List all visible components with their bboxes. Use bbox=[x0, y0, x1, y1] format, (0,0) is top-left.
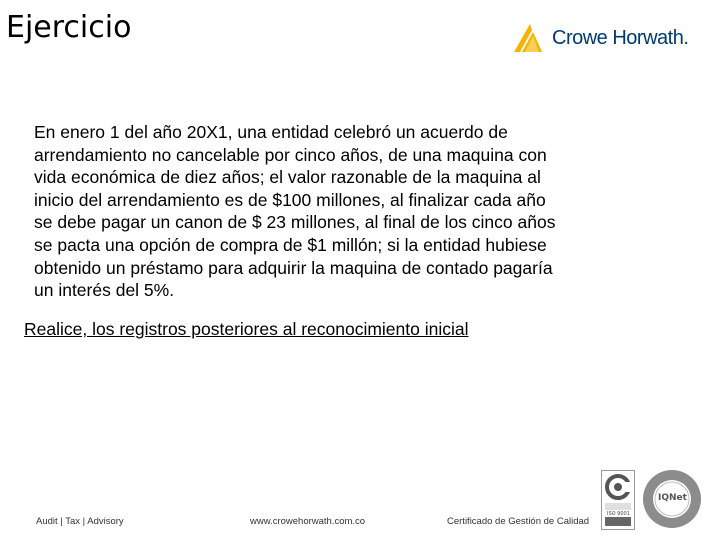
iso-certification-badge bbox=[601, 470, 635, 530]
crowe-horwath-logo bbox=[512, 22, 712, 58]
body-line: un interés del 5%. bbox=[34, 280, 175, 301]
body-line: inicio del arrendamiento es de $100 millones, al finalizar cada año bbox=[34, 189, 546, 210]
footer-certificate: Certificado de Gestión de Calidad bbox=[447, 516, 590, 527]
body-line: arrendamiento no cancelable por cinco años, de una maquina con bbox=[34, 144, 547, 165]
body-line: se debe pagar un canon de $ 23 millones, al final de los cinco años bbox=[34, 212, 556, 233]
body-line: En enero 1 del año 20X1, una entidad celebró un acuerdo de bbox=[34, 122, 508, 142]
task-instruction: Realice, los registros posteriores al reconocimiento inicial bbox=[24, 319, 469, 339]
iso-badge-label: ISO 9001 bbox=[607, 511, 630, 517]
crowe-triangle-icon bbox=[512, 22, 548, 54]
footer-website[interactable]: www.crowehorwath.com.co bbox=[250, 516, 366, 527]
iso-badge-icon bbox=[601, 470, 635, 530]
slide-title: Ejercicio bbox=[6, 10, 132, 45]
footer-services: Audit | Tax | Advisory bbox=[36, 516, 124, 527]
iqnet-certification-badge bbox=[642, 469, 702, 529]
body-line: se pacta una opción de compra de $1 millón; si la entidad hubiese bbox=[34, 234, 547, 255]
body-line: obtenido un préstamo para adquirir la maquina de contado pagaría bbox=[34, 257, 553, 278]
exercise-text bbox=[34, 121, 644, 302]
logo-text: Crowe Horwath. bbox=[552, 27, 689, 49]
iqnet-badge-label: IQNet bbox=[658, 493, 687, 503]
body-line: vida económica de diez años; el valor razonable de la maquina al bbox=[34, 167, 541, 188]
